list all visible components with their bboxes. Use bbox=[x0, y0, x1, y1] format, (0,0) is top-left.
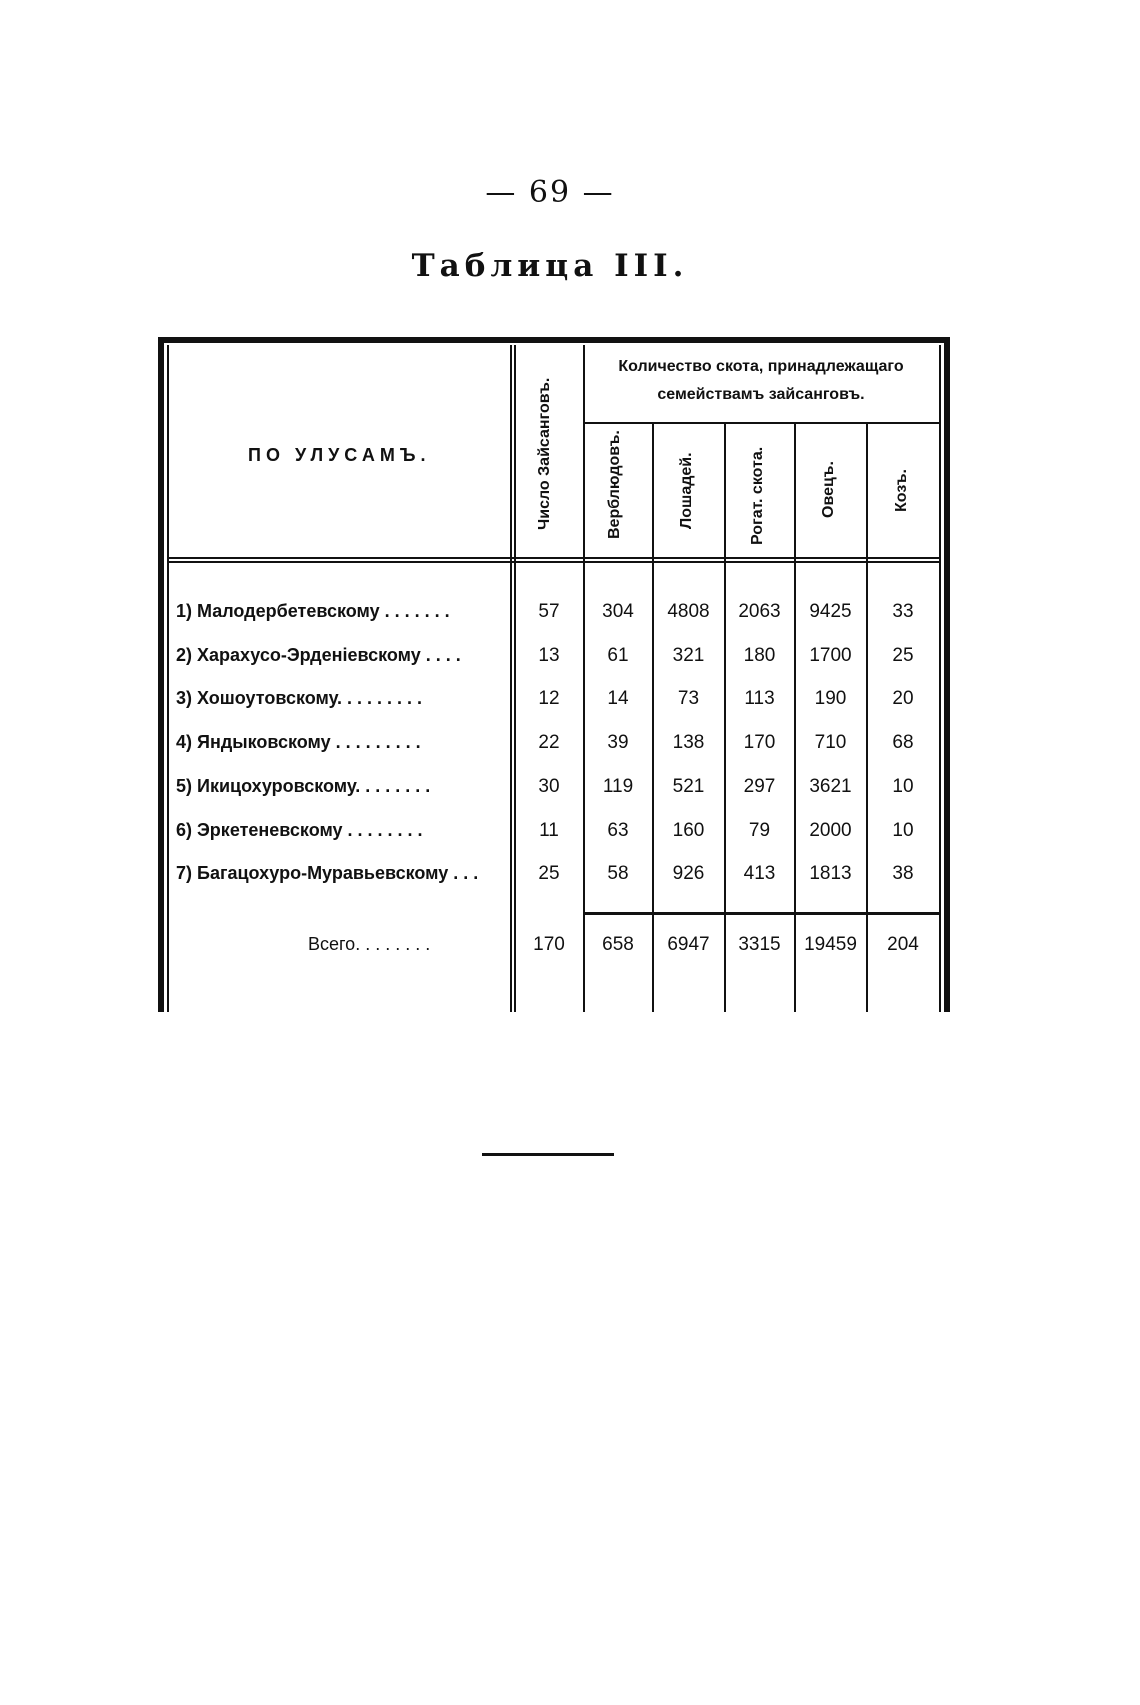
col-sep-count-1 bbox=[510, 345, 512, 1012]
livestock-table bbox=[158, 337, 950, 1012]
count-header: Число Зайсанговъ. bbox=[536, 377, 553, 530]
table-row-label: 7) Багацохуро-Муравьевскому . . . bbox=[176, 863, 479, 883]
total-horses: 6947 bbox=[667, 934, 710, 955]
row-header: ПО УЛУСАМЪ. bbox=[248, 445, 431, 465]
cell-horses: 521 bbox=[672, 776, 705, 797]
cell-horses: 926 bbox=[672, 863, 705, 884]
col-sep-5 bbox=[866, 422, 868, 1012]
col-header-cattle: Рогат. скота. bbox=[749, 446, 766, 545]
cell-camels: 61 bbox=[607, 645, 629, 666]
col-sep-4 bbox=[794, 422, 796, 1012]
header-rule-1 bbox=[169, 557, 939, 559]
group-header: Количество скота, принадлежащаго семействамъ зайсанговъ. bbox=[618, 358, 904, 403]
cell-camels: 304 bbox=[602, 601, 634, 622]
cell-sheep: 3621 bbox=[809, 776, 852, 797]
table-row-label: 6) Эркетеневскому . . . . . . . . bbox=[176, 820, 423, 840]
cell-camels: 119 bbox=[602, 776, 634, 797]
cell-sheep: 2000 bbox=[809, 820, 852, 841]
cell-cattle: 297 bbox=[743, 776, 776, 797]
cell-cattle: 180 bbox=[743, 645, 776, 666]
cell-sheep: 190 bbox=[814, 688, 847, 709]
cell-sheep: 1700 bbox=[809, 645, 852, 666]
col-sep-3 bbox=[724, 422, 726, 1012]
cell-horses: 321 bbox=[672, 645, 705, 666]
cell-camels: 58 bbox=[607, 863, 629, 884]
total-goats: 204 bbox=[887, 934, 919, 955]
cell-goats: 33 bbox=[892, 601, 914, 622]
cell-goats: 10 bbox=[892, 776, 914, 797]
col-sep-count-2 bbox=[514, 345, 516, 1012]
cell-sheep: 1813 bbox=[809, 863, 852, 884]
cell-count: 30 bbox=[538, 776, 560, 797]
end-rule bbox=[482, 1153, 614, 1156]
total-sheep: 19459 bbox=[804, 934, 857, 955]
cell-cattle: 413 bbox=[743, 863, 776, 884]
table-row-label: 4) Яндыковскому . . . . . . . . . bbox=[176, 732, 421, 752]
cell-count: 22 bbox=[538, 732, 560, 753]
cell-count: 25 bbox=[538, 863, 560, 884]
cell-count: 13 bbox=[538, 645, 560, 666]
total-cattle: 3315 bbox=[738, 934, 781, 955]
page-number: — 69 — bbox=[485, 175, 615, 210]
cell-camels: 39 bbox=[607, 732, 629, 753]
cell-cattle: 113 bbox=[744, 688, 775, 709]
col-sep-2 bbox=[652, 422, 654, 1012]
table-left-inner-rule bbox=[167, 345, 169, 1012]
cell-sheep: 710 bbox=[814, 732, 847, 753]
cell-goats: 38 bbox=[892, 863, 914, 884]
total-count: 170 bbox=[533, 934, 565, 955]
table-row-label: 5) Икицохуровскому. . . . . . . . bbox=[176, 776, 431, 796]
table-row-label: 2) Харахусо-Эрденіевскому . . . . bbox=[176, 645, 461, 665]
total-camels: 658 bbox=[602, 934, 634, 955]
cell-horses: 160 bbox=[672, 820, 705, 841]
cell-camels: 14 bbox=[607, 688, 629, 709]
cell-horses: 4808 bbox=[667, 601, 710, 622]
table-right-inner-rule bbox=[939, 345, 941, 1012]
col-header-camels: Верблюдовъ. bbox=[606, 430, 623, 539]
cell-count: 57 bbox=[538, 601, 560, 622]
total-label: Всего. . . . . . . . bbox=[308, 934, 431, 954]
cell-goats: 10 bbox=[892, 820, 914, 841]
total-rule bbox=[583, 912, 939, 915]
table-title: Таблица III. bbox=[411, 248, 689, 284]
cell-cattle: 2063 bbox=[738, 601, 781, 622]
group-header-rule bbox=[583, 422, 939, 424]
table-row-label: 3) Хошоутовскому. . . . . . . . . bbox=[176, 688, 423, 708]
table-left-rule bbox=[158, 337, 164, 1012]
col-header-goats: Козъ. bbox=[893, 469, 910, 512]
col-header-horses: Лошадей. bbox=[678, 452, 695, 529]
cell-sheep: 9425 bbox=[809, 601, 852, 622]
cell-count: 12 bbox=[538, 688, 560, 709]
table-top-rule bbox=[158, 337, 950, 343]
cell-count: 11 bbox=[539, 820, 559, 841]
cell-goats: 68 bbox=[892, 732, 914, 753]
cell-camels: 63 bbox=[607, 820, 629, 841]
table-row-label: 1) Малодербетевскому . . . . . . . bbox=[176, 601, 450, 621]
cell-cattle: 79 bbox=[748, 820, 771, 841]
cell-cattle: 170 bbox=[743, 732, 776, 753]
header-rule-2 bbox=[169, 561, 939, 563]
table-right-rule bbox=[944, 337, 950, 1012]
cell-goats: 20 bbox=[892, 688, 914, 709]
cell-horses: 138 bbox=[672, 732, 705, 753]
cell-horses: 73 bbox=[677, 688, 700, 709]
col-header-sheep: Овецъ. bbox=[820, 461, 837, 518]
cell-goats: 25 bbox=[892, 645, 914, 666]
